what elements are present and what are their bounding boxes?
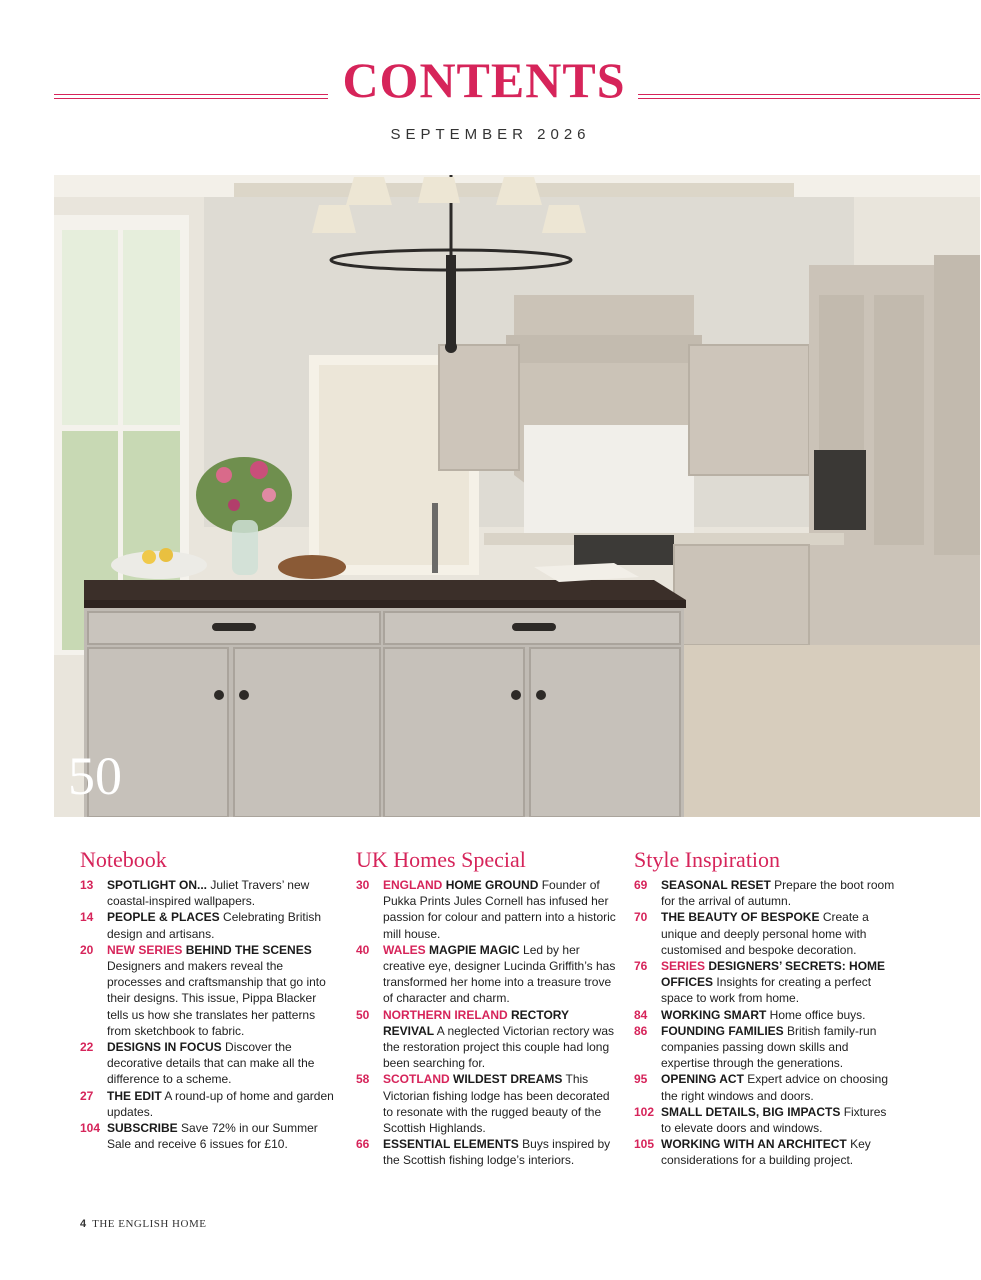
entry-title: HOME GROUND <box>445 878 539 892</box>
contents-entry[interactable] <box>634 1071 896 1103</box>
entry-title: WORKING SMART <box>661 1007 767 1022</box>
entry-page: 86 <box>634 1023 648 1038</box>
header-rule-right <box>638 94 980 99</box>
entry-page: 13 <box>80 878 94 892</box>
kitchen-illustration <box>54 175 980 817</box>
contents-entry[interactable] <box>356 877 618 942</box>
entry-desc: Home office buys. <box>769 1007 866 1022</box>
contents-entry[interactable] <box>634 1023 896 1072</box>
entry-desc: Expert advice on choosing the right windows and doors. <box>661 1072 889 1103</box>
entry-page: 105 <box>634 1137 655 1152</box>
contents-entry[interactable] <box>634 1104 896 1136</box>
entry-desc: Save 72% in our Summer Sale and receive 6 issues for £10. <box>107 1121 318 1152</box>
entry-desc: Create a unique and deeply personal home with customised and bespoke decoration. <box>661 910 869 957</box>
entry-tag: ENGLAND <box>383 878 443 892</box>
entry-page: 50 <box>356 1007 370 1022</box>
entry-page: 76 <box>634 959 648 974</box>
page-footer <box>80 1218 206 1230</box>
entry-desc: Designers and makers reveal the processes and craftsmanship that go into their designs. This issue, Pippa Blacker tells us how she translates her patterns from sketchbook to fabric. <box>107 959 326 1038</box>
entry-page: 30 <box>356 878 370 892</box>
entry-page: 40 <box>356 942 370 957</box>
entry-title: DESIGNERS’ SECRETS: HOME OFFICES <box>661 959 886 990</box>
section-heading: Style Inspiration <box>634 847 781 872</box>
contents-entry[interactable] <box>80 877 340 909</box>
page-number: 4 <box>80 1218 87 1230</box>
contents-entry[interactable] <box>356 942 618 1007</box>
entry-title: DESIGNS IN FOCUS <box>107 1040 222 1055</box>
entry-title: THE EDIT <box>107 1088 162 1103</box>
contents-entry[interactable] <box>80 1039 340 1088</box>
entry-title: ESSENTIAL ELEMENTS <box>383 1137 519 1152</box>
entry-title: SUBSCRIBE <box>107 1121 178 1136</box>
entry-tag: SCOTLAND <box>383 1072 450 1087</box>
contents-entry[interactable] <box>634 1007 896 1023</box>
photo-page-ref: 50 <box>68 746 122 806</box>
kitchen-photo <box>54 175 980 817</box>
page-title: CONTENTS <box>342 52 626 108</box>
entry-page: 102 <box>634 1104 655 1119</box>
contents-entry[interactable] <box>356 1136 618 1168</box>
entry-title: PEOPLE & PLACES <box>107 910 220 925</box>
section-uk-homes-special <box>356 845 618 1169</box>
contents-entry[interactable] <box>80 942 340 1039</box>
contents-header <box>54 50 980 110</box>
contents-entry[interactable] <box>634 877 896 909</box>
contents-entry[interactable] <box>356 1007 618 1072</box>
entry-title: OPENING ACT <box>661 1072 744 1087</box>
issue-date: SEPTEMBER 2026 <box>390 126 591 143</box>
entry-desc: Fixtures to elevate doors and windows. <box>661 1104 887 1136</box>
entry-page: 69 <box>634 878 648 892</box>
entry-page: 66 <box>356 1137 370 1152</box>
contents-entry[interactable] <box>634 909 896 958</box>
entry-desc: Founder of Pukka Prints Jules Cornell has infused her passion for colour and pattern into a historic mill house. <box>383 878 616 941</box>
entry-title: SEASONAL RESET <box>661 878 771 892</box>
entry-desc: This Victorian fishing lodge has been decorated to resonate with the rugged beauty of the Scottish Highlands. <box>383 1072 610 1136</box>
contents-entry[interactable] <box>356 1071 618 1136</box>
entry-desc: Prepare the boot room for the arrival of autumn. <box>661 878 895 909</box>
entry-title: SPOTLIGHT ON... <box>107 878 208 892</box>
entry-page: 58 <box>356 1072 370 1087</box>
entry-tag: SERIES <box>661 959 706 974</box>
entry-title: SMALL DETAILS, BIG IMPACTS <box>661 1104 841 1119</box>
entry-tag: NORTHERN IRELAND <box>383 1007 508 1022</box>
entry-page: 27 <box>80 1088 94 1103</box>
magazine-name: THE ENGLISH HOME <box>92 1218 207 1230</box>
contents-entry[interactable] <box>80 1120 340 1152</box>
entry-desc: A neglected Victorian rectory was the restoration project this couple had long been searching for. <box>383 1023 615 1071</box>
section-heading: UK Homes Special <box>356 847 526 872</box>
header-rule-left <box>54 94 328 99</box>
entry-desc: Buys inspired by the Scottish fishing lodge’s interiors. <box>383 1137 611 1168</box>
entry-page: 95 <box>634 1072 648 1087</box>
entry-desc: Key considerations for a building project. <box>661 1137 871 1168</box>
entry-desc: Discover the decorative details that can make all the difference to a scheme. <box>107 1040 315 1087</box>
entry-page: 84 <box>634 1007 648 1022</box>
contents-entry[interactable] <box>80 909 340 941</box>
entry-tag: WALES <box>383 942 426 957</box>
entry-page: 20 <box>80 942 94 957</box>
entry-desc: British family-run companies passing down skills and expertise through the generations. <box>661 1023 877 1071</box>
entry-title: THE BEAUTY OF BESPOKE <box>661 910 820 925</box>
entry-desc: Celebrating British design and artisans. <box>107 910 322 941</box>
entry-page: 104 <box>80 1121 101 1136</box>
contents-entry[interactable] <box>634 958 896 1007</box>
contents-entry[interactable] <box>80 1088 340 1120</box>
entry-title: FOUNDING FAMILIES <box>661 1023 784 1038</box>
entry-desc: Juliet Travers’ new coastal-inspired wallpapers. <box>107 878 310 909</box>
entry-desc: Led by her creative eye, designer Lucinda Griffith’s has transformed her home into a treasure trove of character and charm. <box>383 942 616 1006</box>
contents-entry[interactable] <box>634 1136 896 1168</box>
entry-title: WORKING WITH AN ARCHITECT <box>661 1137 847 1152</box>
entry-title: MAGPIE MAGIC <box>429 942 520 957</box>
section-notebook <box>80 845 340 1152</box>
entry-page: 70 <box>634 910 648 925</box>
entry-tag: NEW SERIES <box>107 942 183 957</box>
entry-desc: Insights for creating a perfect space to work from home. <box>661 975 872 1006</box>
entry-title: RECTORY REVIVAL <box>383 1007 569 1038</box>
entry-title: BEHIND THE SCENES <box>185 942 312 957</box>
entry-title: WILDEST DREAMS <box>453 1072 563 1087</box>
entry-page: 22 <box>80 1040 94 1055</box>
section-style-inspiration <box>634 845 896 1169</box>
entry-desc: A round-up of home and garden updates. <box>107 1088 334 1119</box>
section-heading: Notebook <box>80 847 167 872</box>
entry-page: 14 <box>80 910 94 925</box>
